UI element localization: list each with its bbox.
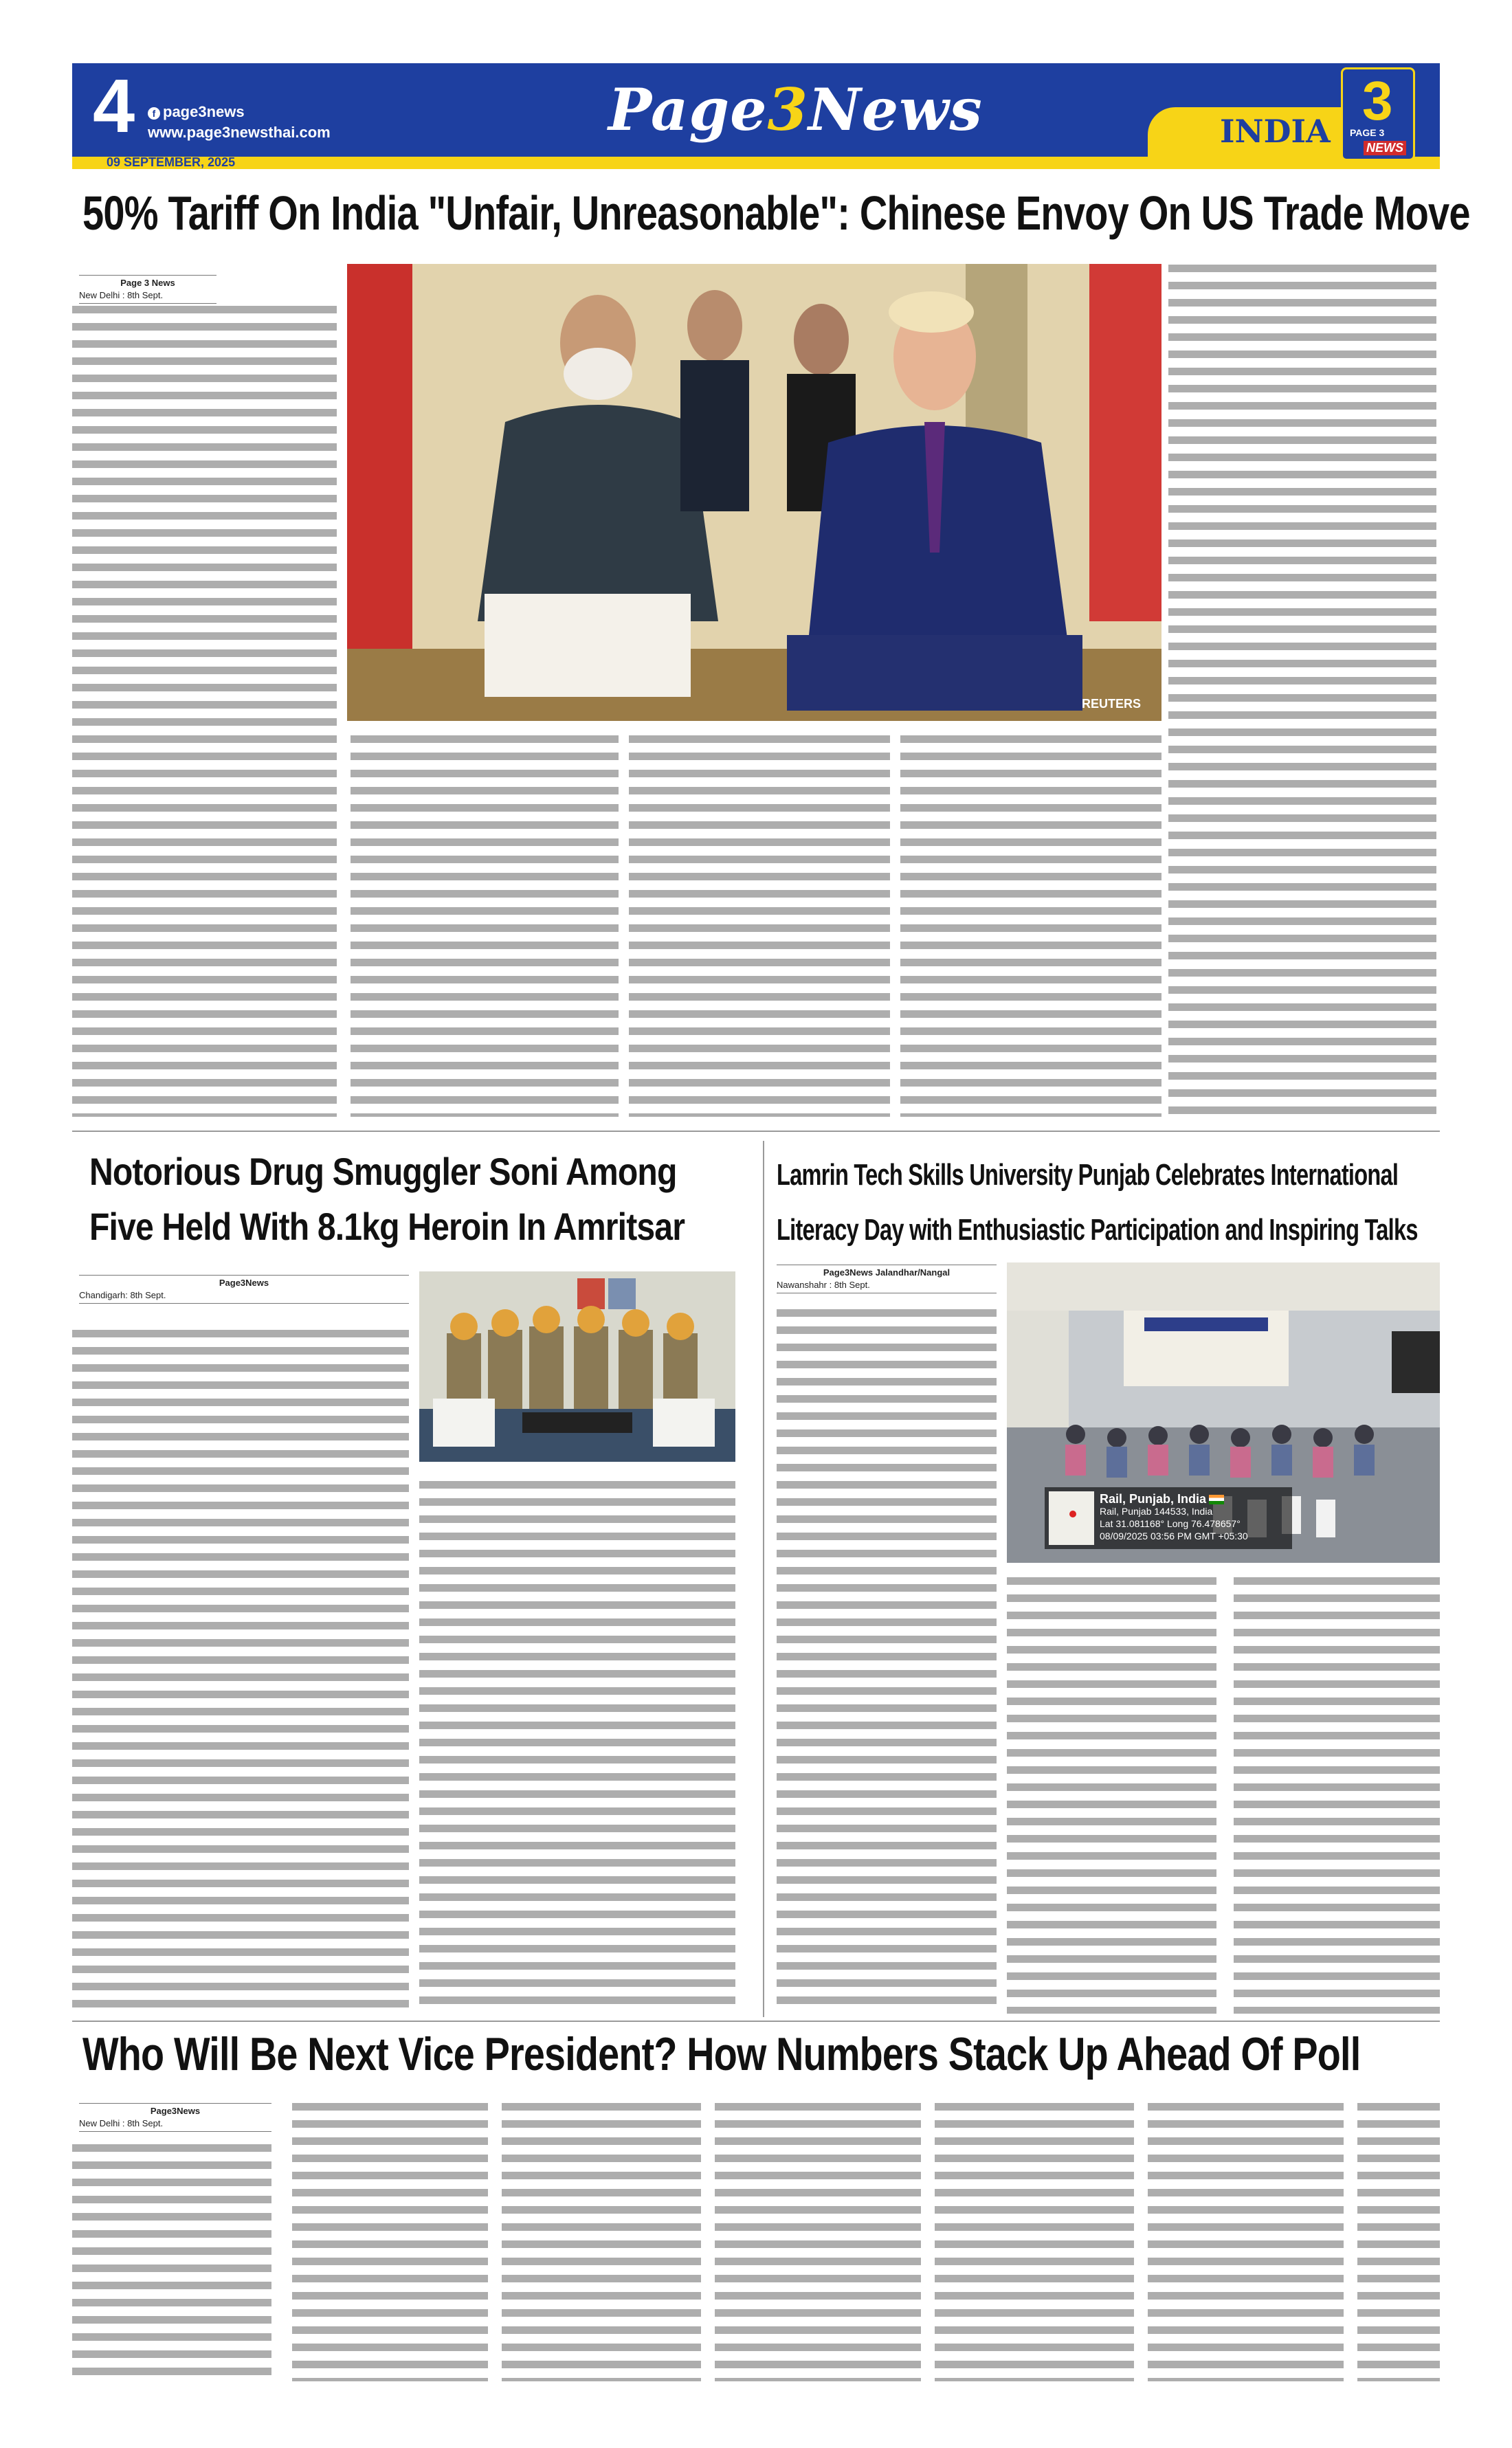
text-lines [1234, 1577, 1440, 2014]
date-bar [72, 157, 1440, 169]
text-lines [777, 1309, 997, 2014]
tariff-byline [79, 275, 216, 304]
byline-place: Chandigarh: 8th Sept. [79, 1290, 166, 1300]
lamrin-headline [777, 1148, 1418, 1258]
geotag-map [1049, 1491, 1094, 1545]
lamrin-column-3 [1234, 1577, 1440, 2014]
tariff-column-right [1168, 265, 1436, 1120]
geotag-address: Rail, Punjab 144533, India [1100, 1506, 1213, 1517]
text-lines [900, 735, 1161, 1117]
vp-column-3 [502, 2103, 701, 2381]
heroin-photo-illustration [419, 1271, 735, 1462]
india-flag-icon [1209, 1495, 1224, 1504]
tariff-column-1 [72, 306, 337, 1117]
geotag-title [1100, 1493, 1287, 1505]
byline-place: New Delhi : 8th Sept. [79, 290, 164, 300]
photo-credit: REUTERS [1081, 697, 1141, 711]
text-lines [1007, 1577, 1216, 2014]
tariff-column-2 [351, 735, 619, 1117]
lamrin-headline-line1: Lamrin Tech Skills University Punjab Celebrates International [777, 1158, 1399, 1192]
byline-source: Page3News Jalandhar/Nangal [823, 1267, 950, 1278]
logo-small-text: PAGE 3 [1350, 127, 1385, 138]
text-lines [72, 306, 337, 1117]
vp-column-6 [1148, 2103, 1344, 2381]
text-lines [419, 1481, 735, 2014]
facebook-link[interactable] [148, 102, 331, 122]
title-page: Page [608, 76, 768, 144]
lamrin-column-2 [1007, 1577, 1216, 2014]
text-lines [72, 1330, 409, 2014]
geotag-timestamp: 08/09/2025 03:56 PM GMT +05:30 [1100, 1531, 1248, 1542]
tariff-column-4 [900, 735, 1161, 1117]
newspaper-title [608, 76, 983, 144]
text-lines [935, 2103, 1134, 2381]
byline-place: New Delhi : 8th Sept. [79, 2118, 164, 2128]
page-number: 4 [93, 64, 135, 148]
vp-column-7 [1357, 2103, 1440, 2381]
section-divider [72, 1131, 1440, 1132]
section-label: INDIA [1220, 113, 1331, 150]
heroin-headline [89, 1144, 685, 1254]
byline-source: Page3News [219, 1278, 269, 1288]
text-lines [502, 2103, 701, 2381]
lamrin-column-1 [777, 1309, 997, 2014]
vp-column-2 [292, 2103, 488, 2381]
geotag-overlay [1045, 1487, 1292, 1549]
text-lines [629, 735, 890, 1117]
map-pin-icon [1069, 1511, 1076, 1517]
section-divider [72, 2021, 1440, 2022]
lamrin-byline [777, 1265, 997, 1293]
title-news: News [808, 76, 983, 144]
heroin-headline-line1: Notorious Drug Smuggler Soni Among [89, 1150, 677, 1193]
logo-news-text: NEWS [1364, 141, 1406, 155]
vp-column-4 [715, 2103, 921, 2381]
heroin-column-1 [72, 1330, 409, 2014]
lamrin-headline-line2: Literacy Day with Enthusiastic Participation and Inspiring Talks [777, 1213, 1418, 1247]
heroin-headline-line2: Five Held With 8.1kg Heroin In Amritsar [89, 1205, 685, 1248]
text-lines [1148, 2103, 1344, 2381]
geotag-coordinates: Lat 31.081168° Long 76.478657° [1100, 1518, 1241, 1529]
text-lines [715, 2103, 921, 2381]
heroin-column-2 [419, 1481, 735, 2014]
heroin-photo [419, 1271, 735, 1462]
geotag-title-text: Rail, Punjab, India [1100, 1492, 1207, 1506]
facebook-handle: page3news [163, 103, 245, 120]
byline-source: Page3News [150, 2106, 201, 2116]
vp-column-5 [935, 2103, 1134, 2381]
heroin-byline [79, 1275, 409, 1304]
text-lines [1168, 265, 1436, 1120]
byline-place: Nawanshahr : 8th Sept. [777, 1280, 870, 1290]
column-divider [763, 1141, 764, 2017]
vp-byline [79, 2103, 271, 2132]
masthead-links [148, 102, 331, 143]
vp-headline: Who Will Be Next Vice President? How Numbers Stack Up Ahead Of Poll [82, 2028, 1361, 2080]
text-lines [1357, 2103, 1440, 2381]
vp-column-1 [72, 2144, 271, 2381]
text-lines [292, 2103, 488, 2381]
logo-number: 3 [1362, 70, 1393, 131]
facebook-icon: f [148, 107, 160, 120]
masthead [72, 63, 1440, 169]
title-three: 3 [767, 76, 808, 144]
tariff-headline: 50% Tariff On India "Unfair, Unreasonable": Chinese Envoy On US Trade Move [82, 186, 1470, 240]
text-lines [351, 735, 619, 1117]
website-link[interactable]: www.page3newsthai.com [148, 124, 331, 141]
text-lines [72, 2144, 271, 2381]
tariff-column-3 [629, 735, 890, 1117]
byline-source: Page 3 News [120, 278, 175, 288]
lamrin-photo [1007, 1262, 1440, 1563]
tariff-photo [347, 264, 1161, 721]
page3-logo [1341, 67, 1415, 161]
issue-date: 09 SEPTEMBER, 2025 [107, 155, 236, 169]
tariff-photo-illustration [347, 264, 1161, 721]
